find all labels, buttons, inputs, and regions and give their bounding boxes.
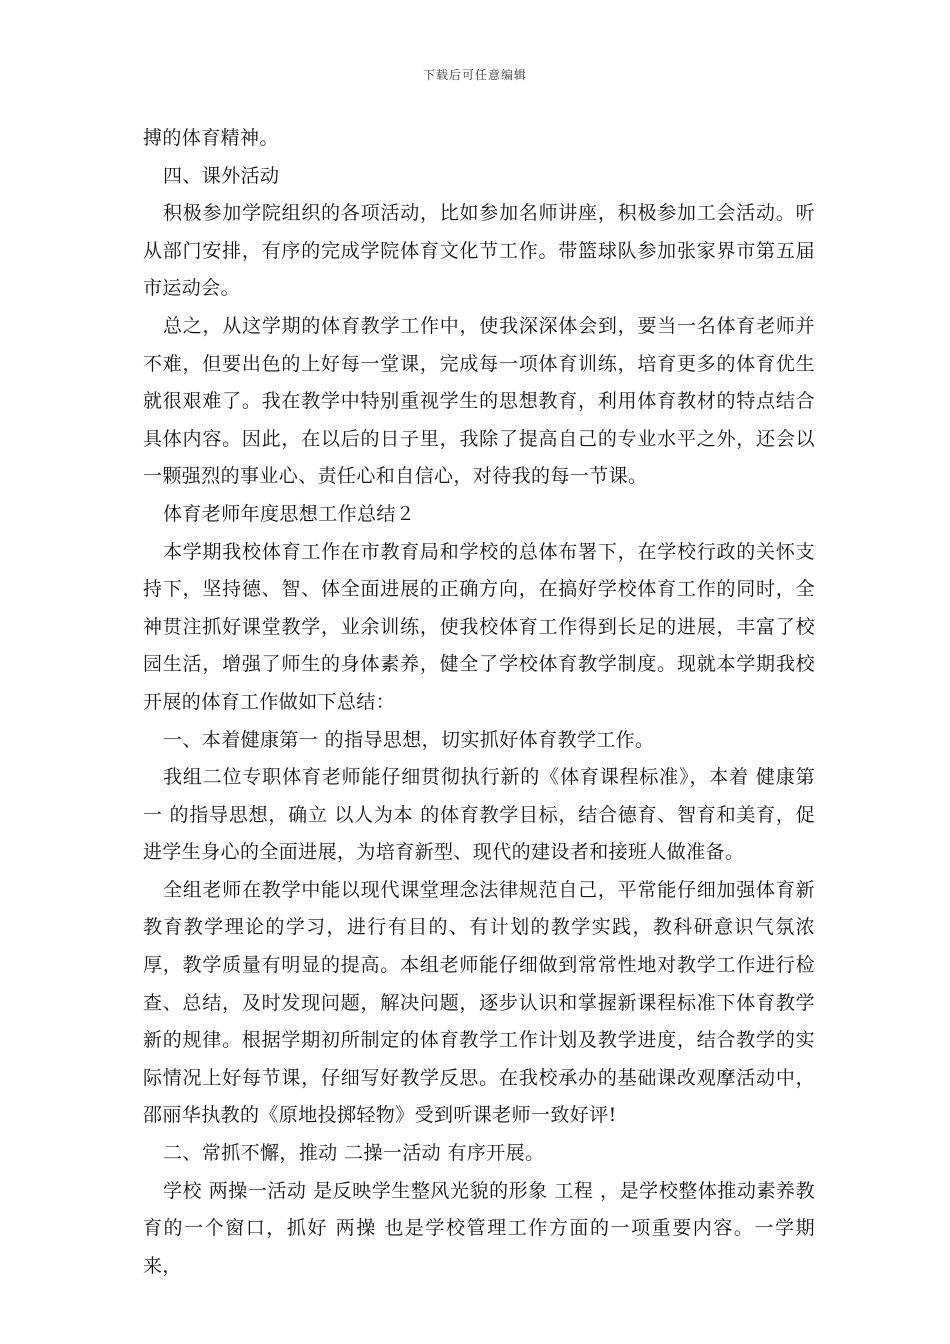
- page-header: 下载后可任意编辑: [422, 68, 527, 82]
- section-heading: 四、课外活动: [163, 164, 280, 187]
- paragraph: 搏的体育精神。: [143, 127, 279, 149]
- paragraph: 积极参加学院组织的各项活动，比如参加名师讲座，积极参加工会活动。听从部门安排，有序的完成学院体育文化节工作。带篮球队参加张家界市第五届市运动会。: [143, 202, 815, 300]
- section-heading: 一、本着健康第一 的指导思想，切实抓好体育教学工作。: [163, 728, 655, 751]
- paragraph: 全组老师在教学中能以现代课堂理念法律规范自己，平常能仔细加强体育新教育教学理论的学习，进行有目的、有计划的教学实践，教科研意识气氛浓厚，教学质量有明显的提高。本组老师能仔细做到常常性地对教学工作进行检查、总结，及时发现问题，解决问题，逐步认识和掌握新课程标准下体育教学新的规律。根据学期初所制定的体育教学工作计划及教学进度，结合教学的实际情况上好每节课，仔细写好教学反思。在我校承办的基础课改观摩活动中，邵丽华执教的《原地投掷轻物》受到听课老师一致好评!: [143, 878, 815, 1127]
- paragraph: 本学期我校体育工作在市教育局和学校的总体布署下，在学校行政的关怀支持下，坚持德、智、体全面进展的正确方向，在搞好学校体育工作的同时，全神贯注抓好课堂教学，业余训练，使我校体育工作得到长足的进展，丰富了校园生活，增强了师生的身体素养，健全了学校体育教学制度。现就本学期我校开展的体育工作做如下总结：: [143, 540, 815, 713]
- paragraph: 学校 两操一活动 是反映学生整风光貌的形象 工程 ，是学校整体推动素养教育的一个窗口，抓好 两操 也是学校管理工作方面的一项重要内容。一学期来，: [143, 1179, 815, 1277]
- paragraph: 总之，从这学期的体育教学工作中，使我深深体会到，要当一名体育老师并不难，但要出色的上好每一堂课，完成每一项体育训练，培育更多的体育优生就很艰难了。我在教学中特别重视学生的思想教育，利用体育教材的特点结合具体内容。因此，在以后的日子里，我除了提高自己的专业水平之外，还会以一颗强烈的事业心、责任心和自信心，对待我的每一节课。: [143, 314, 815, 488]
- document-body: [143, 120, 815, 1285]
- article-title: 体育老师年度思想工作总结２: [163, 502, 416, 525]
- paragraph: 我组二位专职体育老师能仔细贯彻执行新的《体育课程标准》，本着 健康第一 的指导思想，确立 以人为本 的体育教学目标，结合德育、智育和美育，促进学生身心的全面进展，为培育新型、现代的建设者和接班人做准备。: [143, 766, 815, 864]
- section-heading: 二、常抓不懈，推动 二操一活动 有序开展。: [163, 1142, 545, 1165]
